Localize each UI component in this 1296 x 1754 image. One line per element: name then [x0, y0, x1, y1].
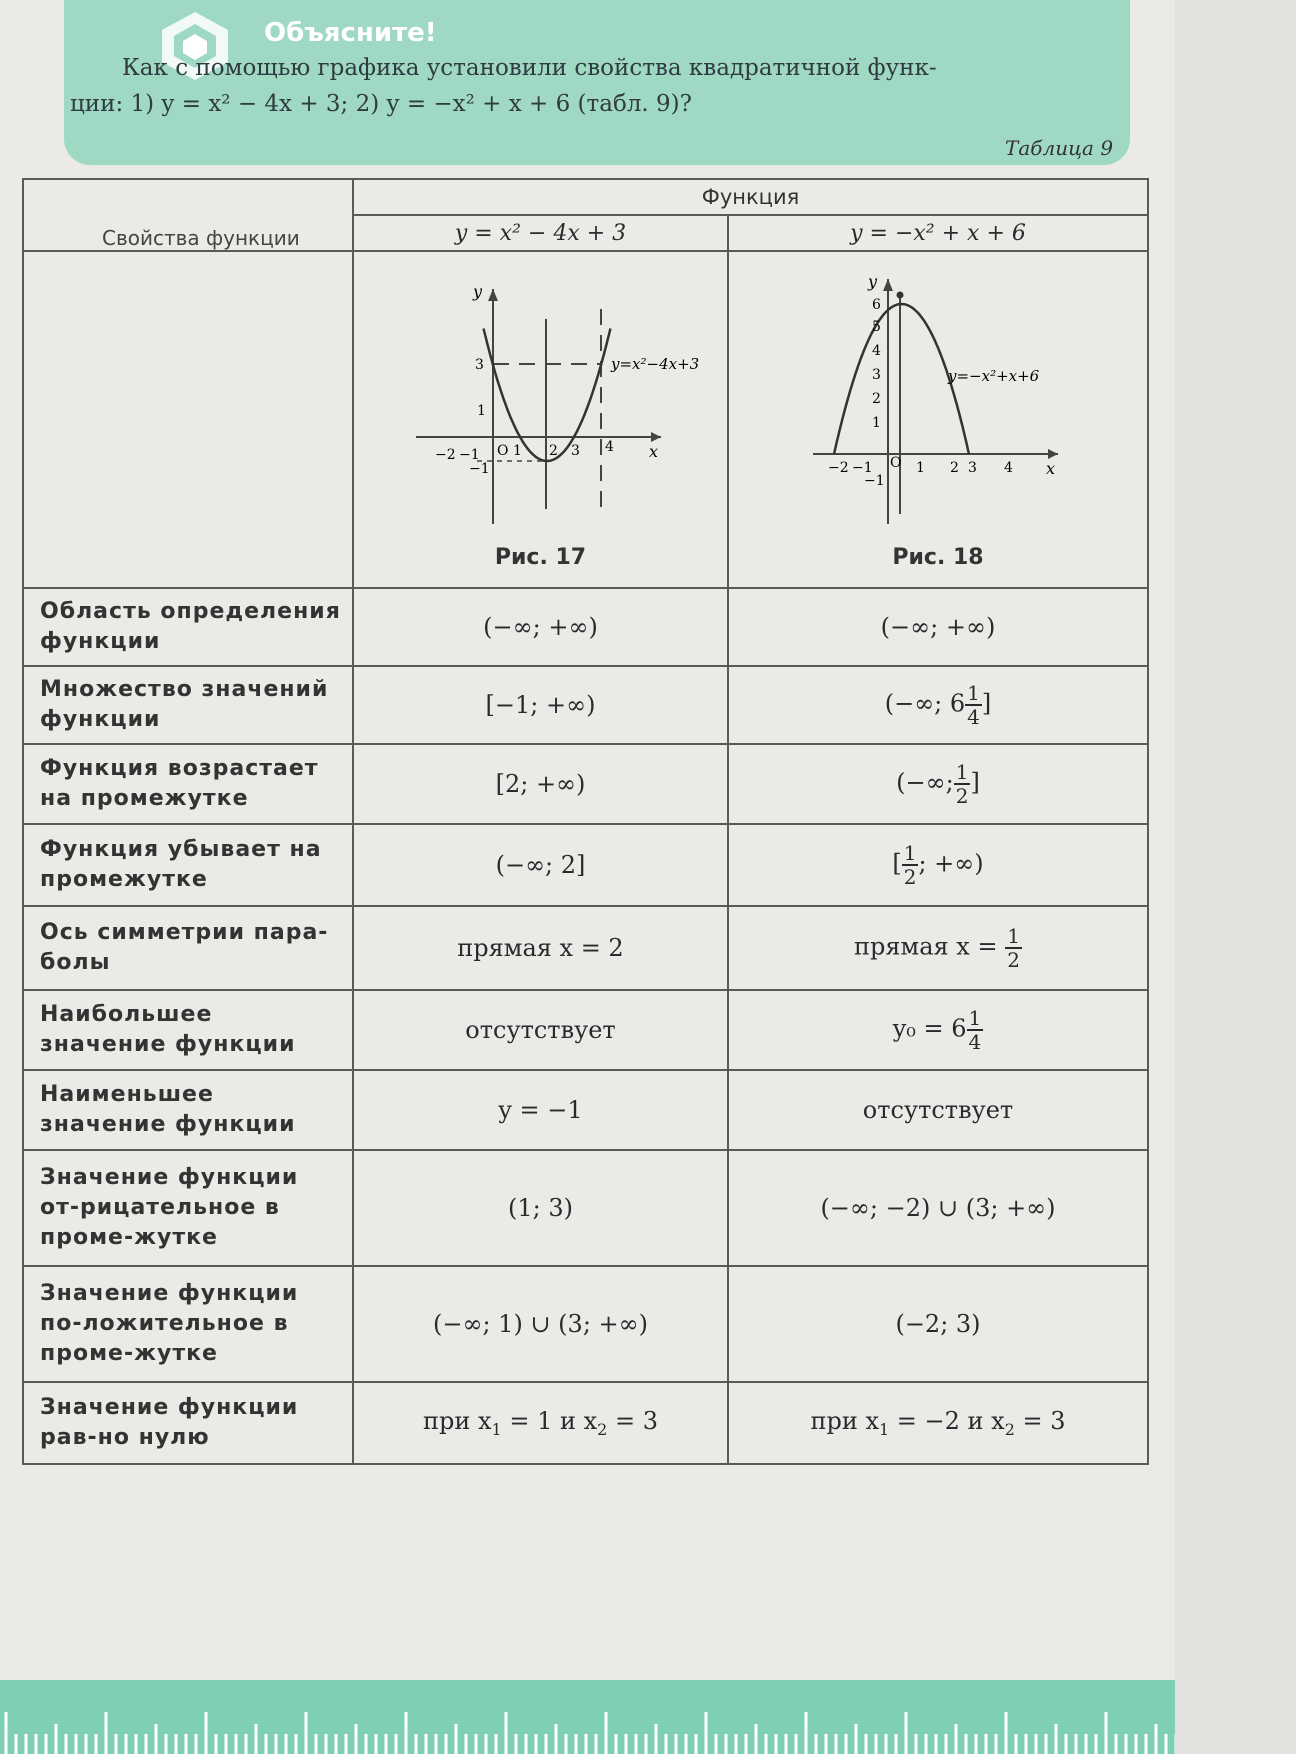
figure-18-graph	[808, 269, 1068, 539]
svg-text:3: 3	[968, 460, 977, 476]
negative-f2: (−∞; −2) ∪ (3; +∞)	[728, 1150, 1148, 1266]
svg-text:−1: −1	[458, 447, 480, 463]
graph-cell-1	[353, 251, 728, 588]
svg-text:4: 4	[604, 439, 614, 455]
min-f2: отсутствует	[728, 1070, 1148, 1150]
increasing-f1: [2; +∞)	[353, 744, 728, 824]
fig2-label: y=−x²+x+6	[948, 367, 1040, 385]
increasing-f2: (−∞; $\frac{1}{2}$ ]	[728, 744, 1148, 824]
min-f1: y = −1	[353, 1070, 728, 1150]
prop-zero: Значение функции рав-но нулю	[23, 1382, 353, 1464]
symmetry-f1: прямая x = 2	[353, 906, 728, 990]
prop-positive: Значение функции по-ложительное в проме-жутке	[23, 1266, 353, 1382]
ruler-ticks	[0, 1680, 1175, 1754]
svg-text:1: 1	[916, 460, 925, 476]
svg-text:−1: −1	[852, 460, 873, 476]
prop-negative: Значение функции от-рицательное в проме-жутке	[23, 1150, 353, 1266]
figure-18-caption: Рис. 18	[892, 545, 984, 570]
prop-min-value: Наименьшее значение функции	[23, 1070, 353, 1150]
svg-text:1: 1	[512, 443, 522, 459]
prop-decreasing: Функция убывает на промежутке	[23, 824, 353, 906]
question-line-1: Как с помощью графика установили свойства квадратичной функ-	[122, 55, 937, 81]
domain-f2: (−∞; +∞)	[728, 588, 1148, 666]
fig1-label: y=x²−4x+3	[610, 355, 699, 373]
ruler-strip	[0, 1680, 1175, 1754]
question-line-2: ции: 1) y = x² − 4x + 3; 2) y = −x² + x + 6 (табл. 9)?	[70, 91, 692, 117]
max-f1: отсутствует	[353, 990, 728, 1070]
svg-text:2: 2	[950, 460, 959, 476]
header-func1: y = x² − 4x + 3	[353, 215, 728, 251]
positive-f1: (−∞; 1) ∪ (3; +∞)	[353, 1266, 728, 1382]
symmetry-f2: прямая x = $\frac{1}{2}$	[728, 906, 1148, 990]
prop-range: Множество значений функции	[23, 666, 353, 744]
svg-text:3: 3	[570, 443, 580, 459]
svg-text:4: 4	[1004, 460, 1013, 476]
figure-17-caption: Рис. 17	[494, 545, 587, 570]
svg-text:1: 1	[476, 403, 486, 419]
svg-text:4: 4	[872, 343, 881, 359]
prop-increasing: Функция возрастает на промежутке	[23, 744, 353, 824]
prop-max-value: Наибольшее значение функции	[23, 990, 353, 1070]
header-properties: Свойства функции	[23, 179, 353, 251]
svg-text:3: 3	[872, 367, 881, 383]
banner-question	[70, 50, 1110, 122]
figure-17-graph	[411, 269, 699, 539]
decreasing-f2: [ $\frac{1}{2}$ ; +∞)	[728, 824, 1148, 906]
svg-text:O: O	[496, 443, 508, 459]
range-f2: (−∞; 6 $\frac{1}{4}$ ]	[728, 666, 1148, 744]
range-f1: [−1; +∞)	[353, 666, 728, 744]
header-func2: y = −x² + x + 6	[728, 215, 1148, 251]
svg-text:−2: −2	[828, 460, 849, 476]
svg-text:1: 1	[872, 415, 881, 431]
banner-title: Объясните!	[264, 18, 437, 48]
graph-row-empty	[23, 251, 353, 588]
zero-f1: при $x_1 = 1$ и $x_2 = 3$	[353, 1382, 728, 1464]
decreasing-f1: (−∞; 2]	[353, 824, 728, 906]
domain-f1: (−∞; +∞)	[353, 588, 728, 666]
prop-symmetry-axis: Ось симметрии пара-болы	[23, 906, 353, 990]
header-function: Функция	[353, 179, 1148, 215]
svg-text:6: 6	[872, 297, 881, 313]
fig2-axis-y: y	[868, 272, 878, 291]
positive-f2: (−2; 3)	[728, 1266, 1148, 1382]
max-f2: y₀ = 6 $\frac{1}{4}$	[728, 990, 1148, 1070]
svg-text:O: O	[890, 455, 902, 471]
svg-text:2: 2	[872, 391, 881, 407]
next-page-edge	[1175, 0, 1296, 1754]
svg-text:3: 3	[474, 357, 484, 373]
svg-text:−1: −1	[468, 461, 490, 477]
negative-f1: (1; 3)	[353, 1150, 728, 1266]
fig2-axis-x: x	[1046, 459, 1056, 478]
prop-domain: Область определения функции	[23, 588, 353, 666]
table-caption: Таблица 9	[1005, 136, 1114, 160]
svg-text:−2: −2	[434, 447, 456, 463]
svg-text:2: 2	[548, 443, 558, 459]
svg-text:5: 5	[872, 319, 881, 335]
properties-table	[22, 178, 1149, 1465]
fig1-axis-x: x	[648, 442, 658, 461]
graph-cell-2	[728, 251, 1148, 588]
fig1-axis-y: y	[472, 282, 482, 301]
svg-text:−1: −1	[864, 473, 885, 489]
zero-f2: при $x_1 = -2$ и $x_2 = 3$	[728, 1382, 1148, 1464]
